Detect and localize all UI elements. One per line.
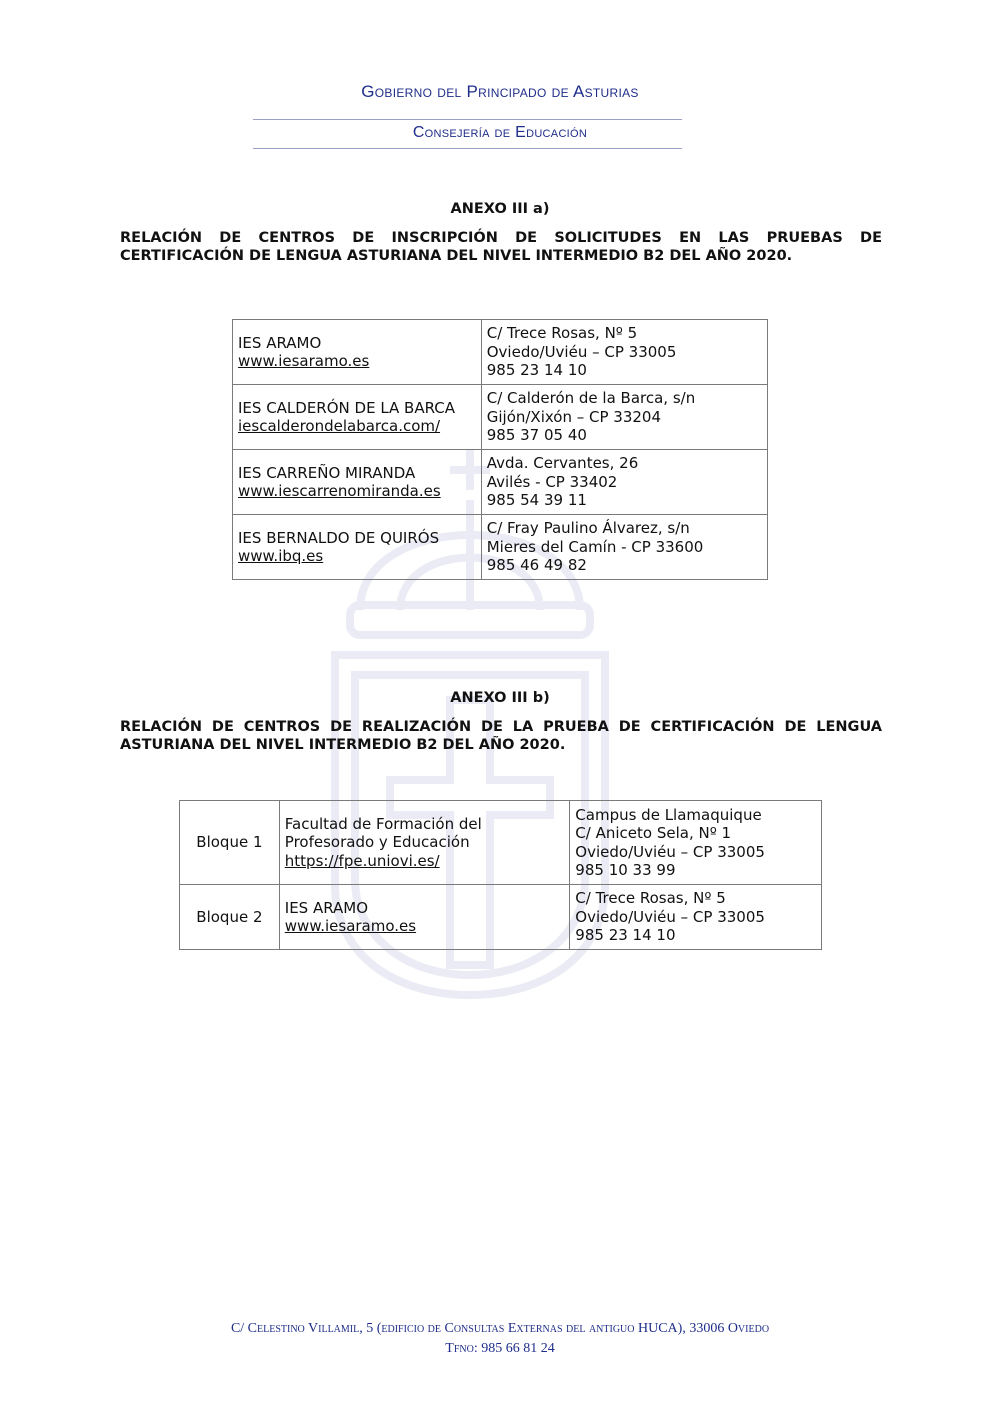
center-name: IES CARREÑO MIRANDA (238, 463, 416, 482)
exam-address-cell (570, 801, 822, 885)
table-row (233, 385, 768, 450)
exam-address-line: 985 23 14 10 (575, 926, 676, 945)
center-cell (233, 385, 482, 450)
header-rule-bottom (253, 148, 682, 149)
exam-address-line: Oviedo/Uviéu – CP 33005 (575, 907, 765, 926)
exam-center-cell (279, 801, 570, 885)
center-city: Oviedo/Uviéu – CP 33005 (486, 342, 677, 361)
footer (0, 1319, 1000, 1359)
center-cell (233, 320, 482, 385)
center-city: Avilés - CP 33402 (486, 472, 618, 491)
center-phone: 985 37 05 40 (486, 426, 587, 445)
department-header: Consejería de Educación (412, 124, 588, 141)
center-name: IES BERNALDO DE QUIRÓS (238, 528, 440, 547)
center-name: IES ARAMO (238, 333, 322, 352)
annex-a-title: ANEXO III a) (450, 201, 550, 217)
center-phone: 985 54 39 11 (486, 491, 587, 510)
exam-center-name: IES ARAMO (284, 898, 369, 917)
inscription-centers-table (232, 319, 768, 580)
footer-phone: Tfno: 985 66 81 24 (445, 1341, 555, 1356)
table-row (233, 515, 768, 580)
center-phone: 985 23 14 10 (486, 361, 587, 380)
annex-b-description: RELACIÓN DE CENTROS DE REALIZACIÓN DE LA PRUEBA DE CERTIFICACIÓN DE LENGUA ASTURIANA DEL NIVEL INTERMEDIO B2 DEL AÑO 2020. (120, 719, 882, 753)
center-address: C/ Trece Rosas, Nº 5 (486, 324, 638, 343)
exam-center-website-link[interactable]: www.iesaramo.es (284, 917, 417, 935)
center-website-link[interactable]: iescalderondelabarca.com/ (238, 417, 441, 435)
footer-address: C/ Celestino Villamil, 5 (edificio de Consultas Externas del antiguo HUCA), 33006 Oviedo (230, 1321, 770, 1336)
exam-address-line: 985 10 33 99 (575, 861, 676, 879)
center-phone: 985 46 49 82 (486, 556, 587, 575)
center-website-link[interactable]: www.ibq.es (238, 547, 324, 565)
exam-address-line: C/ Aniceto Sela, Nº 1 (575, 824, 732, 842)
center-city: Mieres del Camín - CP 33600 (486, 537, 704, 556)
exam-centers-table (179, 800, 822, 950)
exam-address-cell (570, 885, 822, 950)
center-name: IES CALDERÓN DE LA BARCA (238, 398, 456, 417)
block-cell: Bloque 1 (180, 801, 280, 885)
address-cell (481, 320, 767, 385)
center-address: C/ Fray Paulino Álvarez, s/n (486, 519, 690, 538)
table-row (180, 885, 822, 950)
annex-b-title: ANEXO III b) (450, 690, 550, 706)
exam-center-name: Profesorado y Educación (284, 833, 470, 852)
block-cell: Bloque 2 (180, 885, 280, 950)
address-cell (481, 450, 767, 515)
table-row (233, 320, 768, 385)
header-rule-top (253, 119, 682, 120)
address-cell (481, 385, 767, 450)
exam-center-cell (279, 885, 570, 950)
exam-address-line: Oviedo/Uviéu – CP 33005 (575, 842, 765, 861)
government-header: Gobierno del Principado de Asturias (361, 82, 639, 101)
center-website-link[interactable]: www.iesaramo.es (238, 352, 370, 370)
center-cell (233, 515, 482, 580)
exam-center-name: Facultad de Formación del (284, 814, 482, 833)
address-cell (481, 515, 767, 580)
center-city: Gijón/Xixón – CP 33204 (486, 407, 662, 426)
table-row (180, 801, 822, 885)
annex-a-description: RELACIÓN DE CENTROS DE INSCRIPCIÓN DE SOLICITUDES EN LAS PRUEBAS DE CERTIFICACIÓN DE LENGUA ASTURIANA DEL NIVEL INTERMEDIO B2 DEL AÑO 2020. (120, 230, 882, 264)
exam-address-line: Campus de Llamaquique (575, 805, 762, 824)
center-website-link[interactable]: www.iescarrenomiranda.es (238, 482, 441, 500)
center-address: Avda. Cervantes, 26 (486, 454, 639, 473)
exam-center-website-link[interactable]: https://fpe.uniovi.es/ (284, 851, 440, 870)
center-address: C/ Calderón de la Barca, s/n (486, 389, 696, 408)
center-cell (233, 450, 482, 515)
exam-address-line: C/ Trece Rosas, Nº 5 (575, 889, 726, 908)
table-row (233, 450, 768, 515)
